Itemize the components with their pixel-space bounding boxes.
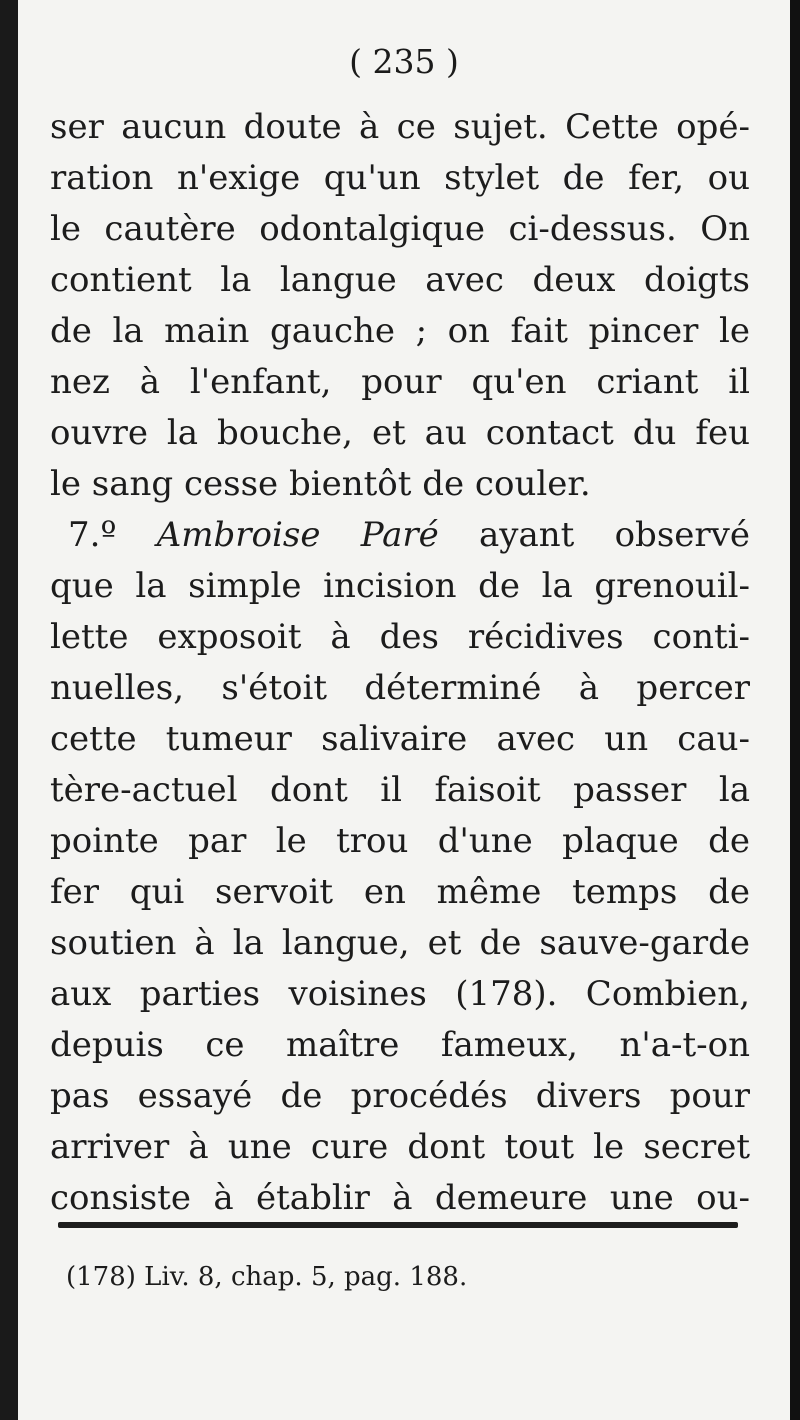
text-line: soutien à la langue, et de sauve-garde [50,923,750,963]
line-rest: ayant observé [479,515,750,555]
author-name: Ambroise Paré [156,515,439,555]
text-line: depuis ce maître fameux, n'a-t-on [50,1025,750,1065]
text-line: de la main gauche ; on fait pincer le [50,311,750,351]
paragraph-start-line [50,510,750,561]
text-line: lette exposoit à des récidives conti- [50,617,750,657]
section-number: 7.º [68,515,117,555]
binding-shadow [0,0,18,1420]
text-line: ouvre la bouche, et au contact du feu [50,413,750,453]
text-line: pointe par le trou d'une plaque de [50,821,750,861]
book-page [18,0,790,1420]
footnote-rule [58,1222,738,1228]
text-line: fer qui servoit en même temps de [50,872,750,912]
text-line: le cautère odontalgique ci-dessus. On [50,209,750,249]
text-line: arriver à une cure dont tout le secret [50,1127,750,1167]
text-line: ration n'exige qu'un stylet de fer, ou [50,158,750,198]
text-line: nez à l'enfant, pour qu'en criant il [50,362,750,402]
text-line: nuelles, s'étoit déterminé à percer [50,668,750,708]
footnote: (178) Liv. 8, chap. 5, pag. 188. [66,1262,468,1292]
body-text [50,102,750,1224]
text-line: aux parties voisines (178). Combien, [50,974,750,1014]
text-line: que la simple incision de la grenouil- [50,566,750,606]
page-number: ( 235 ) [349,42,459,81]
text-line: pas essayé de procédés divers pour [50,1076,750,1116]
text-line: tère-actuel dont il faisoit passer la [50,770,750,810]
text-line: le sang cesse bientôt de couler. [50,464,591,504]
text-line: ser aucun doute à ce sujet. Cette opé- [50,107,750,147]
text-line: cette tumeur salivaire avec un cau- [50,719,750,759]
text-line: contient la langue avec deux doigts [50,260,750,300]
text-line: consiste à établir à demeure une ou- [50,1178,750,1218]
